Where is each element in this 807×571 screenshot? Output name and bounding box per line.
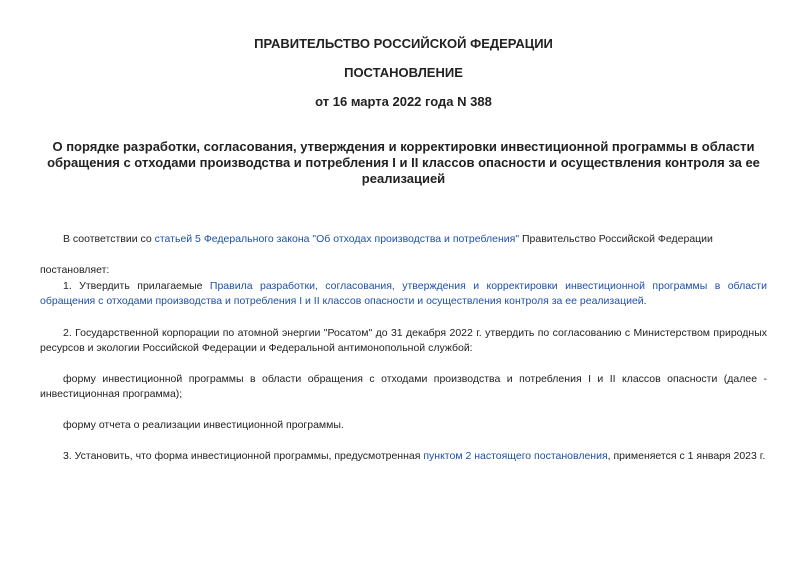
document-date-number: от 16 марта 2022 года N 388 — [315, 94, 492, 109]
clause-3-paragraph — [40, 449, 767, 464]
rules-link[interactable]: Правила разработки, согласования, утверждения и корректировки инвестиционной программы в области обращения с отходами производства и потребления I и II классов опасности и осуществления контроля за ее реализацией — [40, 280, 767, 307]
clause-3-text-after: , применяется с 1 января 2023 г. — [607, 450, 766, 462]
document-type: ПОСТАНОВЛЕНИЕ — [344, 65, 463, 80]
clause-1-paragraph — [40, 279, 767, 309]
preamble-paragraph — [40, 232, 767, 247]
preamble-text-before: В соответствии со — [63, 233, 155, 245]
law-article-link[interactable]: статьей 5 Федерального закона "Об отходах производства и потребления" — [154, 233, 520, 245]
document-title: О порядке разработки, согласования, утверждения и корректировки инвестиционной программы в области обращения с отходами производства и потребления I и II классов опасности и осуществления контроля за ее реализацией — [47, 139, 760, 186]
clause-2-paragraph: 2. Государственной корпорации по атомной энергии "Росатом" до 31 декабря 2022 г. утвердить по согласованию с Министерством природных ресурсов и экологии Российской Федерации и Федеральной антимонопольной службой: — [40, 327, 767, 354]
preamble-text-after: Правительство Российской Федерации — [519, 233, 713, 245]
clause-2-reference-link[interactable]: пунктом 2 настоящего постановления — [423, 450, 608, 462]
clause-2-item-report-form: форму отчета о реализации инвестиционной программы. — [63, 419, 344, 431]
resolves-paragraph: постановляет: — [40, 264, 110, 276]
clause-2-item-program-form: форму инвестиционной программы в области обращения с отходами производства и потребления I и II классов опасности (далее - инвестиционная программа); — [40, 373, 767, 400]
clause-3-text-before: 3. Установить, что форма инвестиционной программы, предусмотренная — [63, 450, 424, 462]
clause-1-text-after: . — [643, 295, 647, 307]
clause-1-text-before: 1. Утвердить прилагаемые — [63, 280, 210, 292]
issuing-authority: ПРАВИТЕЛЬСТВО РОССИЙСКОЙ ФЕДЕРАЦИИ — [254, 36, 553, 51]
